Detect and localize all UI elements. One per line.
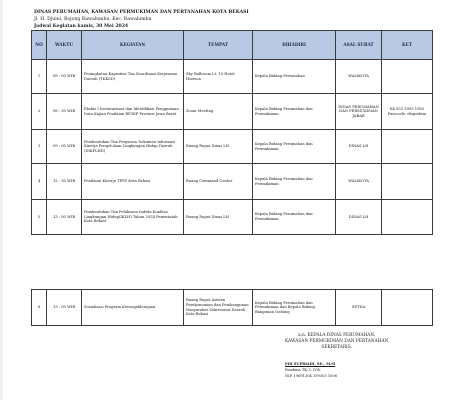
cell-dihadiri: Kepala Bidang Perumahan dan Permukiman <box>253 94 336 130</box>
cell-tempat: Ruang Command Center <box>184 164 253 200</box>
org-address: Jl. H. Djuini, Bojong Rawalumbu, Kec. Rawalumbu <box>34 17 152 22</box>
cell-kegiatan: Penilaian Kinerja TPPS Kota Bekasi <box>82 164 184 200</box>
document-header <box>34 9 249 30</box>
cell-kegiatan: Ekskis I Inventarisasi dan Identifikasi Penggunaan Data Kajian Penilaian RP3KP Provinsi Jawa Barat <box>82 94 184 130</box>
cell-ket <box>382 200 433 235</box>
cell-dihadiri: Kepala Bidang Perumahan dan Permukiman <box>253 164 336 200</box>
table-row <box>32 130 433 164</box>
cell-waktu: 08 : 00 WIB <box>47 60 82 94</box>
cell-dihadiri: Kepala Bidang Perumahan dan Permukiman <box>253 130 336 164</box>
signatory-nip: NIP. 19691204 199303 1006 <box>285 373 337 378</box>
cell-waktu: 09 : 00 WIB <box>47 130 82 164</box>
signature-title-1: a.n. KEPALA DINAS PERUMAHAN, <box>298 333 376 338</box>
cell-asal-surat: WALIKOTA <box>336 60 382 94</box>
cell-waktu: 08 : 30 WIB <box>47 94 82 130</box>
table-row <box>32 200 433 235</box>
cell-waktu: 13 : 00 WIB <box>47 290 82 326</box>
col-header-waktu: WAKTU <box>47 31 82 60</box>
cell-kegiatan: Pembentukan Tim Pelaksana Indeks Kualitas Lingkungan Hidup(IKLH) Tahun 2024 Pemerintah Kota Bekasi <box>82 200 184 235</box>
cell-ket <box>382 290 433 326</box>
signatory <box>285 362 337 379</box>
cell-kegiatan: Sosialisasi Program Keveageklentjaan <box>82 290 184 326</box>
cell-asal-surat: DINAS LH <box>336 200 382 235</box>
cell-asal-surat: WALIKOTA <box>336 164 382 200</box>
schedule-table <box>31 30 433 235</box>
cell-ket <box>382 130 433 164</box>
signatory-name: EDI SUPRIADI, SE., M.Si <box>285 362 336 366</box>
table-row <box>32 94 433 130</box>
cell-ket: Ek 053 3993 1983 Passcode: disperkim <box>382 94 433 130</box>
cell-asal-surat: SETDA <box>336 290 382 326</box>
cell-no: 3 <box>32 130 47 164</box>
col-header-kegiatan: KEGIATAN <box>82 31 184 60</box>
cell-waktu: 12 : 30 WIB <box>47 164 82 200</box>
col-header-tempat: TEMPAT <box>184 31 253 60</box>
cell-dihadiri: Kepala Bidang Perumahan dan Permukiman dan Kepala Bidang Bangunan Gedung <box>253 290 336 326</box>
signature-block <box>285 333 388 351</box>
cell-tempat: Zoom Meeting <box>184 94 253 130</box>
cell-tempat: Ruang Rapat Dinas LH <box>184 130 253 164</box>
cell-ket <box>382 164 433 200</box>
cell-no: 1 <box>32 60 47 94</box>
cell-waktu: 13 : 00 WIB <box>47 200 82 235</box>
cell-no: 6 <box>32 290 47 326</box>
cell-tempat: Ruang Rapat Dinas LH <box>184 200 253 235</box>
cell-kegiatan: Pembentukan Tim Penyusun Dokumen Informasi Kinerja Pengelolaan Lingkungan Hidup Daerah (DIKPLHD) <box>82 130 184 164</box>
table-row <box>32 60 433 94</box>
col-header-asal-surat: ASAL SURAT <box>336 31 382 60</box>
cell-no: 5 <box>32 200 47 235</box>
table-row <box>32 290 433 326</box>
cell-tempat: Ruang Rapat Asisten Perekonomian dan Pembangunan Masyarakat Sekretariat Daerah Kota Bekasi <box>184 290 253 326</box>
cell-asal-surat: DINAS PERUMAHAN DAN PERMUKIMAN JABAR <box>336 94 382 130</box>
table-header-row <box>32 31 433 60</box>
schedule-table-continued <box>31 289 433 326</box>
col-header-ket: KET <box>382 31 433 60</box>
cell-asal-surat: DINAS LH <box>336 130 382 164</box>
table-row <box>32 164 433 200</box>
cell-dihadiri: Kepala Bidang Perumahan dan Permukiman <box>253 200 336 235</box>
signature-title-3: SEKRETARIS, <box>321 345 352 350</box>
signature-title-2: KAWASAN PERMUKIMAN DAN PERTANAHAN <box>285 339 389 344</box>
schedule-date: Jadwal Kegiatan kamis, 30 Mei 2024 <box>34 24 129 29</box>
cell-tempat: Sky Ballroom Lt. 10 Hotel Horison <box>184 60 253 94</box>
org-name: DINAS PERUMAHAN, KAWASAN PERMUKIMAN DAN PERTANAHAN KOTA BEKASI <box>34 10 249 15</box>
cell-ket <box>382 60 433 94</box>
cell-dihadiri: Kepala Bidang Pertanahan <box>253 60 336 94</box>
col-header-no: NO <box>32 31 47 60</box>
col-header-dihadiri: DIHADIRI <box>253 31 336 60</box>
cell-no: 4 <box>32 164 47 200</box>
signatory-rank: Pembina TK. I, IV/b <box>285 367 321 372</box>
page-edge <box>0 0 3 400</box>
cell-kegiatan: Peningkatan Kapasitas Tim Koordinasi Kerjasama Daerah (TKKSD) <box>82 60 184 94</box>
cell-no: 2 <box>32 94 47 130</box>
